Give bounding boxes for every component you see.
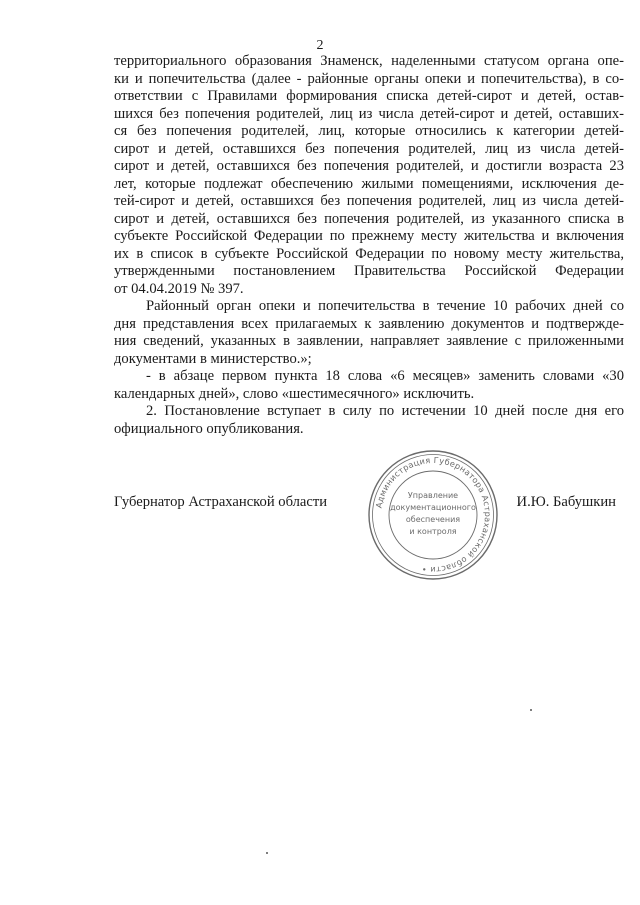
page-number: 2 — [316, 38, 324, 53]
body-line: сирот и детей, оставшихся без попечения родителей, и достигли возраста 23 — [114, 158, 624, 174]
body-line: территориального образования Знаменск, наделенными статусом органа опе- — [114, 53, 624, 69]
paragraph-4-line: 2. Постановление вступает в силу по истечении 10 дней после дня его — [146, 403, 624, 419]
official-seal-icon — [366, 448, 500, 582]
body-line: субъекте Российской Федерации по прежнему месту жительства и включения — [114, 228, 624, 244]
body-line: сирот и детей, оставшихся без попечения родителей, из указанного списка в — [114, 210, 624, 227]
paragraph-2-line: Районный орган опеки и попечительства в течение 10 рабочих дней со — [146, 298, 624, 314]
paragraph-4-line: официального опубликования. — [114, 420, 304, 437]
body-line: ки и попечительства (далее - районные органы опеки и попечительства), в со- — [114, 70, 624, 87]
seal-center-line: Управление — [407, 491, 459, 500]
scan-speck — [266, 852, 268, 854]
seal-center-line: и контроля — [409, 527, 457, 536]
body-line: утвержденными постановлением Правительства Российской Федерации — [114, 263, 624, 279]
paragraph-2-line: дня представления всех прилагаемых к заявлению документов и подтвержде- — [114, 315, 624, 332]
document-body — [114, 53, 624, 438]
signatory-title: Губернатор Астраханской области — [114, 494, 328, 510]
seal-center-line: обеспечения — [405, 515, 461, 524]
body-line: сирот и детей, оставшихся без попечения родителей, лиц из числа детей- — [114, 140, 624, 157]
body-line: лет, которые подлежат обеспечению жилыми помещениями, исключения де- — [114, 175, 624, 192]
body-line: тей-сирот и детей, оставшихся без попечения родителей, лиц из числа детей- — [114, 193, 624, 209]
paragraph-2-line: документами в министерство.»; — [114, 350, 312, 367]
paragraph-2-line: ния сведений, указанных в заявлении, направляет заявление с приложенными — [114, 333, 624, 349]
scan-speck — [530, 709, 532, 711]
body-line: ся без попечения родителей, лиц, которые относились к категории детей- — [114, 123, 624, 139]
body-line: их в список в субъекте Российской Федерации по новому месту жительства, — [114, 245, 624, 262]
body-line: ответствии с Правилами формирования списка детей-сирот и детей, остав- — [114, 88, 624, 104]
signatory-name: И.Ю. Бабушкин — [516, 494, 616, 510]
paragraph-3-line: календарных дней», слово «шестимесячного» исключить. — [114, 385, 475, 402]
paragraph-3-line: - в абзаце первом пункта 18 слова «6 месяцев» заменить словами «30 — [146, 368, 624, 384]
seal-center-line: документационного — [390, 503, 476, 512]
body-line: от 04.04.2019 № 397. — [114, 280, 244, 297]
body-line: шихся без попечения родителей, лиц из числа детей-сирот и детей, оставших- — [114, 105, 624, 122]
svg-text:Администрация Губернатора Астр: Администрация Губернатора Астраханской области • — [373, 454, 494, 576]
